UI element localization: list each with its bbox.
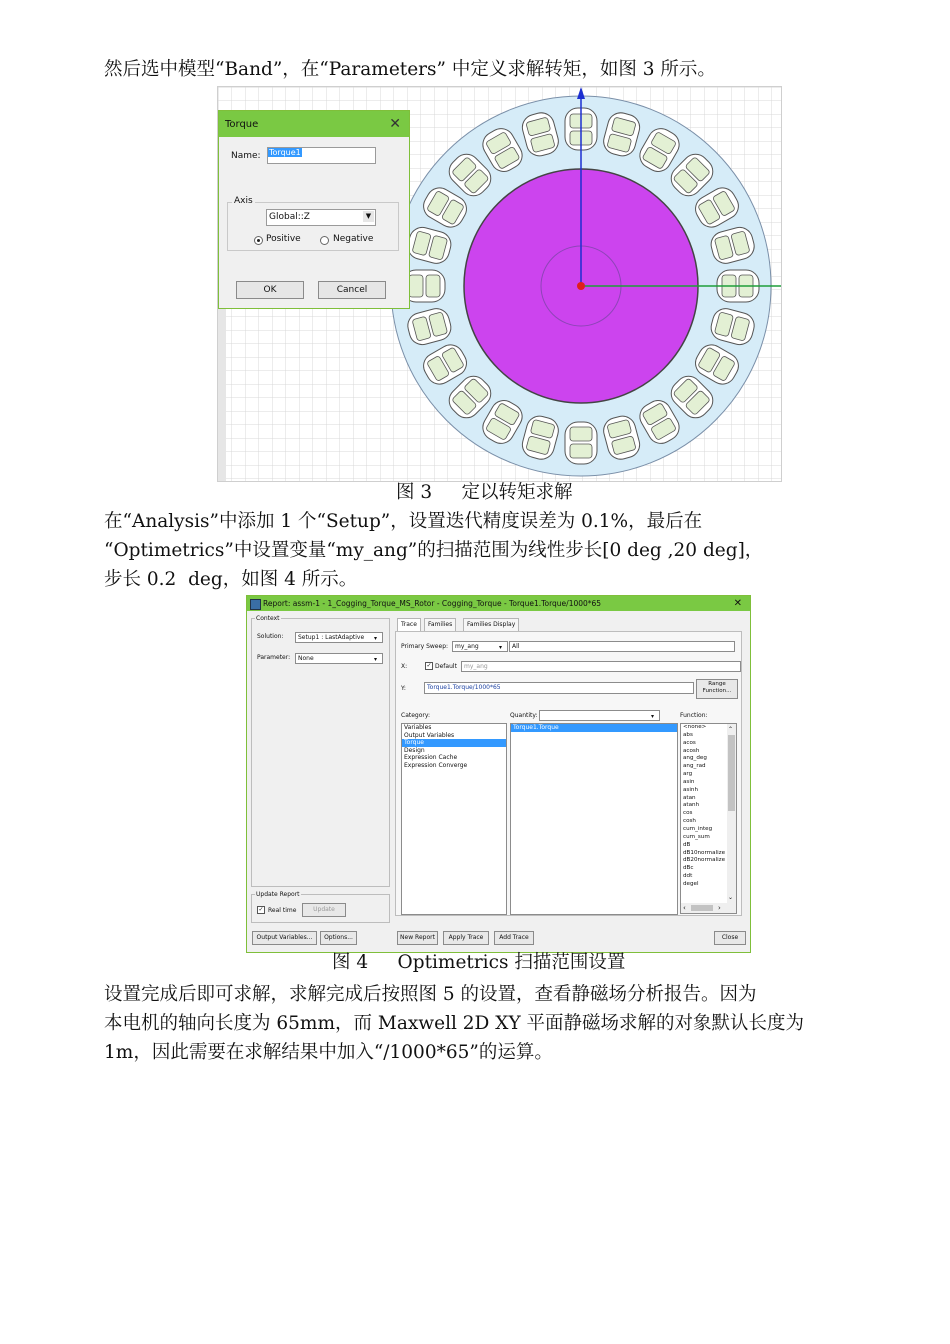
primary-sweep-label: Primary Sweep: — [401, 643, 449, 650]
parameter-select[interactable] — [295, 653, 383, 664]
solution-select[interactable] — [295, 632, 383, 643]
axis-value: Global::Z — [269, 212, 310, 222]
x-label: X: — [401, 663, 408, 670]
range-function-button[interactable]: Range Function... — [696, 679, 738, 699]
function-item[interactable]: ang_rad — [683, 763, 706, 770]
chevron-left-icon[interactable]: ‹ — [683, 904, 686, 912]
negative-label: Negative — [333, 234, 374, 244]
function-item[interactable]: acosh — [683, 747, 700, 754]
chevron-down-icon[interactable]: ⌄ — [728, 894, 734, 901]
torque-dialog-titlebar — [219, 111, 409, 137]
update-button[interactable]: Update — [302, 903, 346, 917]
chevron-down-icon[interactable]: ▼ — [363, 211, 374, 222]
report-dialog-titlebar — [247, 596, 750, 611]
paragraph-analysis-line2: “Optimetrics”中设置变量“my_ang”的扫描范围为线性步长[0 deg ,20 deg]， — [104, 540, 764, 561]
function-list[interactable] — [680, 723, 737, 914]
default-checkbox[interactable]: ✓ — [426, 662, 432, 669]
close-icon[interactable]: ✕ — [389, 116, 401, 132]
category-item-expression-cache[interactable]: Expression Cache — [404, 754, 458, 762]
parameter-label: Parameter: — [257, 654, 291, 661]
chevron-down-icon[interactable]: ▾ — [374, 635, 378, 642]
function-item[interactable]: ddt — [683, 873, 693, 880]
quantity-label: Quantity: — [510, 712, 538, 719]
tab-families[interactable]: Families — [424, 618, 456, 632]
function-item[interactable]: abs — [683, 731, 693, 738]
function-item[interactable]: asin — [683, 778, 695, 785]
paragraph-analysis-line1: 在“Analysis”中添加 1 个“Setup”，设置迭代精度误差为 0.1%，最后在 — [104, 511, 703, 532]
chevron-down-icon[interactable]: ▾ — [651, 713, 655, 720]
ok-button[interactable]: OK — [236, 281, 304, 299]
tab-trace[interactable]: Trace — [397, 618, 421, 632]
options-button[interactable]: Options... — [320, 931, 357, 945]
update-report-label: Update Report — [256, 891, 300, 898]
close-button[interactable]: Close — [714, 931, 746, 945]
positive-radio[interactable] — [254, 236, 263, 245]
function-item[interactable]: dB10normalize — [683, 849, 726, 856]
add-trace-button[interactable]: Add Trace — [494, 931, 534, 945]
paragraph-solve-line1: 设置完成后即可求解，求解完成后按照图 5 的设置，查看静磁场分析报告。因为 — [104, 984, 757, 1005]
paragraph-solve-line3: 1m，因此需要在求解结果中加入“/1000*65”的运算。 — [104, 1042, 553, 1063]
real-time-checkbox[interactable]: ✓ — [258, 906, 264, 913]
chevron-right-icon[interactable]: › — [718, 904, 721, 912]
category-item-variables[interactable]: Variables — [404, 724, 432, 731]
chevron-down-icon[interactable]: ▾ — [499, 644, 503, 651]
function-item[interactable]: cosh — [683, 818, 696, 825]
left-scrollbar — [218, 297, 226, 481]
paragraph-intro: 然后选中模型“Band”，在“Parameters” 中定义求解转矩，如图 3 所示。 — [104, 59, 716, 80]
chevron-down-icon[interactable]: ▾ — [374, 656, 378, 663]
function-item[interactable]: <none> — [683, 724, 707, 730]
sweep-range-value: All — [512, 643, 520, 650]
function-item[interactable]: degel — [683, 880, 699, 887]
torque-dialog — [218, 110, 410, 309]
function-items — [681, 724, 725, 889]
y-label: Y: — [401, 685, 406, 692]
paragraph-solve-line2: 本电机的轴向长度为 65mm，而 Maxwell 2D XY 平面静磁场求解的对象默认长度为 — [104, 1013, 805, 1034]
figure-3-caption: 图 3 定以转矩求解 — [396, 482, 573, 503]
scrollbar-thumb[interactable] — [728, 735, 735, 811]
solution-label: Solution: — [257, 633, 284, 640]
quantity-list[interactable] — [510, 723, 678, 915]
paragraph-analysis-line3: 步长 0.2 deg，如图 4 所示。 — [104, 569, 358, 590]
sweep-range-field[interactable] — [509, 641, 735, 652]
name-label: Name: — [231, 151, 261, 161]
solution-value: Setup1 : LastAdaptive — [298, 634, 365, 641]
quantity-filter[interactable] — [539, 710, 660, 721]
positive-label: Positive — [266, 234, 301, 244]
cancel-button[interactable]: Cancel — [318, 281, 386, 299]
report-dialog — [246, 595, 751, 953]
new-report-button[interactable]: New Report — [397, 931, 438, 945]
function-item[interactable]: dBc — [683, 865, 694, 872]
function-item[interactable]: cos — [683, 810, 693, 817]
function-item[interactable]: atan — [683, 794, 696, 801]
close-icon[interactable]: ✕ — [733, 598, 742, 609]
function-item[interactable]: dB20normalize — [683, 857, 726, 864]
report-dialog-title: Report: assm-1 - 1_Cogging_Torque_MS_Rotor - Cogging_Torque - Torque1.Torque/1000*65 — [263, 599, 602, 608]
tab-families-display[interactable]: Families Display — [463, 618, 519, 632]
name-value: Torque1 — [269, 148, 301, 157]
axis-select[interactable] — [266, 209, 376, 226]
function-item[interactable]: asinh — [683, 786, 698, 793]
chevron-up-icon[interactable]: ⌃ — [728, 726, 734, 733]
primary-sweep-value: my_ang — [455, 643, 479, 650]
axis-group-label: Axis — [234, 196, 253, 206]
y-field[interactable] — [424, 682, 694, 694]
real-time-label: Real time — [268, 907, 297, 914]
y-value: Torque1.Torque/1000*65 — [427, 684, 501, 691]
category-item-output-variables[interactable]: Output Variables — [404, 731, 455, 739]
apply-trace-button[interactable]: Apply Trace — [443, 931, 489, 945]
horizontal-scrollbar[interactable] — [681, 903, 736, 913]
name-field[interactable] — [267, 147, 376, 164]
category-item-torque[interactable]: Torque — [402, 739, 506, 747]
function-item[interactable]: atanh — [683, 802, 700, 809]
function-label: Function: — [680, 712, 708, 719]
torque-dialog-title: Torque — [225, 118, 259, 130]
stator-slot — [565, 422, 597, 464]
category-item-expression-converge[interactable]: Expression Converge — [404, 761, 468, 769]
function-item[interactable]: cum_integ — [683, 825, 713, 832]
default-label: Default — [435, 663, 457, 670]
primary-sweep-select[interactable] — [452, 641, 508, 652]
origin-marker — [577, 282, 585, 290]
function-scrollbar[interactable] — [727, 724, 736, 913]
category-list[interactable] — [401, 723, 507, 915]
output-variables-button[interactable]: Output Variables... — [252, 931, 317, 945]
x-value: my_ang — [464, 663, 488, 670]
function-item[interactable]: dB — [683, 841, 691, 848]
function-item[interactable]: acos — [683, 739, 696, 746]
horizontal-scrollbar-thumb[interactable] — [691, 905, 713, 911]
function-item[interactable]: cum_sum — [683, 833, 710, 840]
category-item-design[interactable]: Design — [404, 746, 425, 754]
x-field[interactable] — [461, 661, 741, 672]
function-item[interactable]: arg — [683, 771, 693, 778]
negative-radio[interactable] — [320, 236, 329, 245]
parameter-value: None — [298, 655, 314, 662]
app-icon — [250, 599, 261, 610]
figure-4-caption: 图 4 Optimetrics 扫描范围设置 — [332, 952, 626, 973]
context-label: Context — [256, 615, 280, 622]
figure-3-model-view — [217, 86, 782, 482]
category-label: Category: — [401, 712, 430, 719]
function-item[interactable]: ang_deg — [683, 755, 707, 762]
quantity-item-torque1[interactable]: Torque1.Torque — [511, 724, 677, 732]
